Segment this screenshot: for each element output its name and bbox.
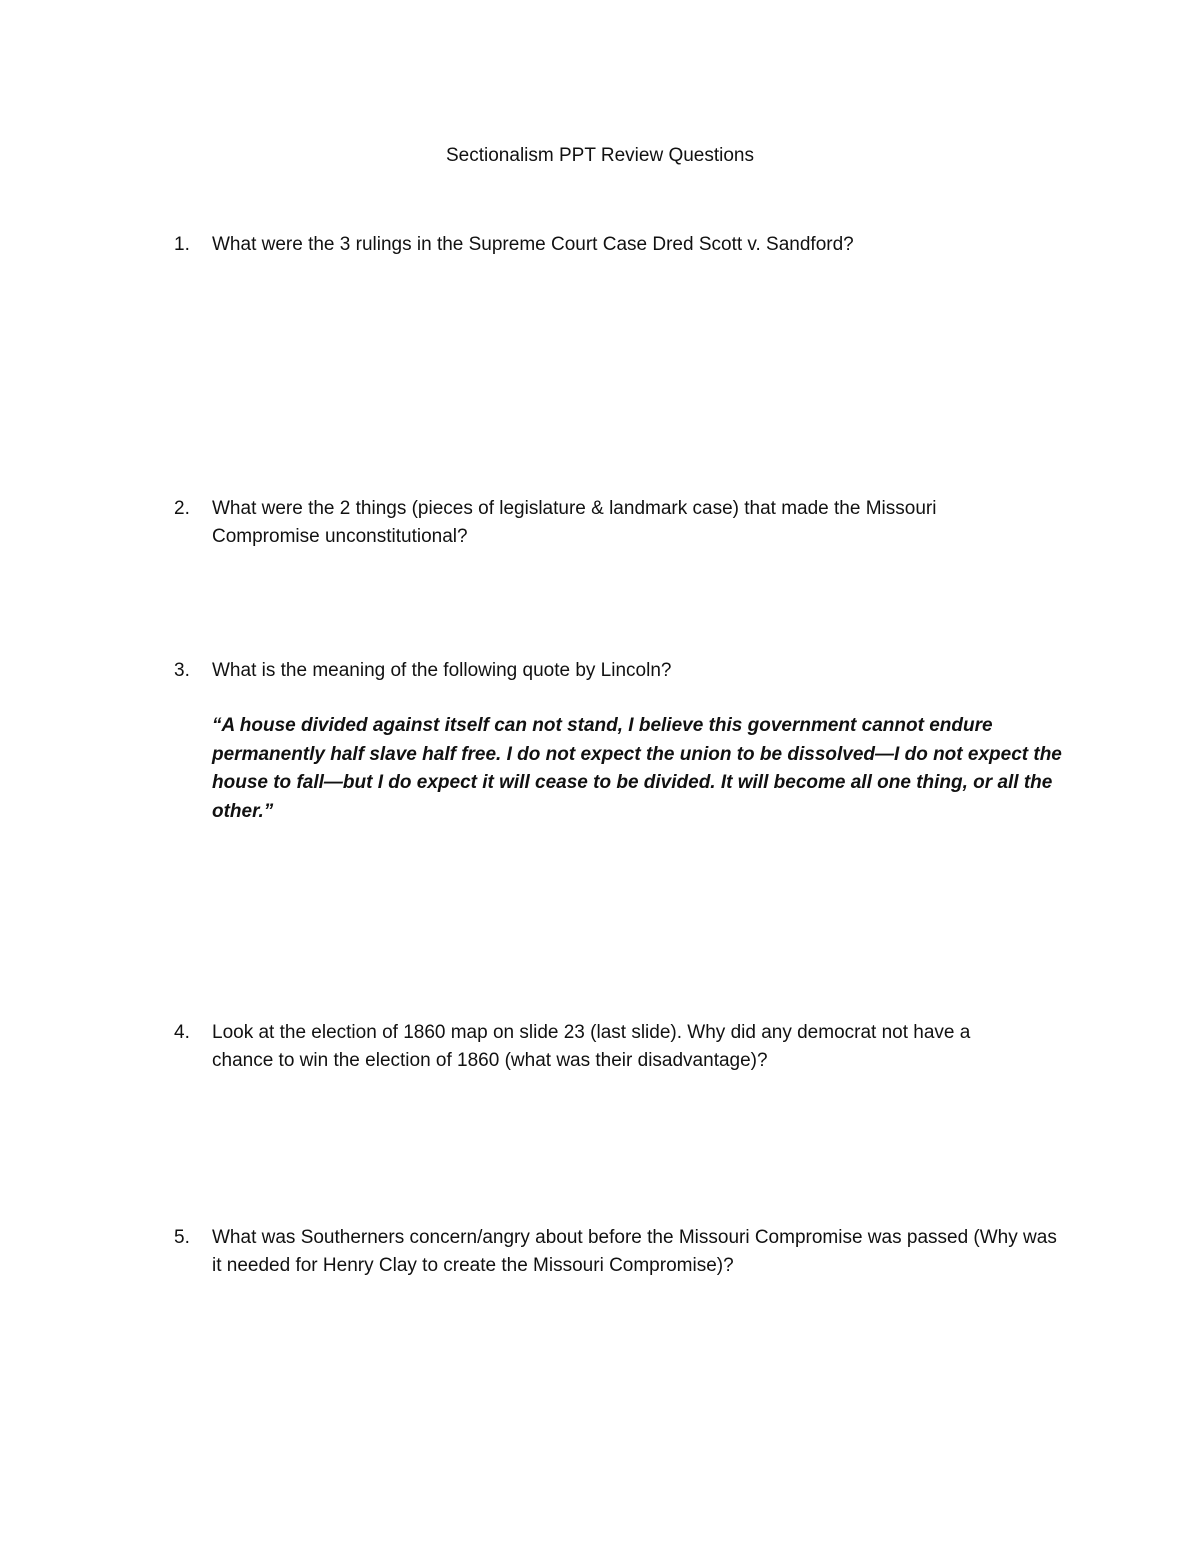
question-number: 3.	[174, 660, 190, 681]
question-text: Look at the election of 1860 map on slide 23 (last slide). Why did any democrat not have a chance to win the election of 1860 (what was their disadvantage)?	[212, 1022, 971, 1071]
question-number: 5.	[174, 1227, 190, 1248]
question-number: 4.	[174, 1022, 190, 1043]
question-5	[174, 1224, 1074, 1280]
document-title: Sectionalism PPT Review Questions	[446, 145, 754, 166]
question-number: 1.	[174, 234, 190, 255]
question-text: What were the 3 rulings in the Supreme Court Case Dred Scott v. Sandford?	[212, 234, 854, 255]
question-3	[174, 657, 1074, 685]
question-text: What was Southerners concern/angry about before the Missouri Compromise was passed (Why was it needed for Henry Clay to create the Missouri Compromise)?	[212, 1227, 1057, 1276]
question-number: 2.	[174, 498, 190, 519]
question-4	[174, 1019, 1074, 1075]
lincoln-quote: “A house divided against itself can not stand, I believe this government cannot endure permanently half slave half free. I do not expect the union to be dissolved—I do not expect the house to fall—but I do expect it will cease to be divided. It will become all one thing, or all the other.”	[212, 715, 1062, 822]
question-text: What were the 2 things (pieces of legislature & landmark case) that made the Missouri Compromise unconstitutional?	[212, 498, 937, 547]
question-text: What is the meaning of the following quote by Lincoln?	[212, 660, 672, 681]
question-2	[174, 495, 1074, 551]
question-1	[174, 231, 1074, 259]
